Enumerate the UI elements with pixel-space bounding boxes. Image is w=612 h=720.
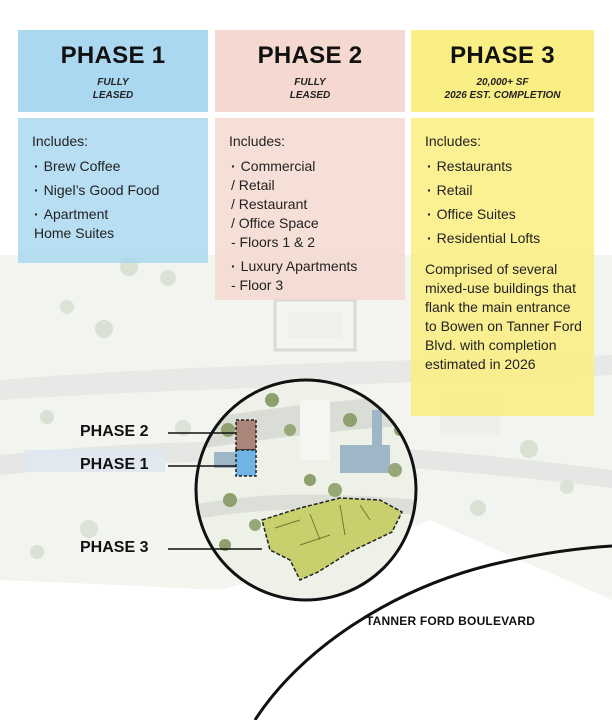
list-item: · Luxury Apartments - Floor 3	[229, 257, 395, 295]
list-item: · Residential Lofts	[425, 229, 584, 248]
list-item: · Retail	[425, 181, 584, 200]
list-item: · Brew Coffee	[32, 157, 198, 176]
phase-1-callout: PHASE 1	[80, 456, 149, 473]
phase-1-title: PHASE 1	[60, 42, 166, 69]
list-item: · Office Suites	[425, 205, 584, 224]
phase-1-building	[236, 450, 256, 476]
phase-1-column	[18, 30, 208, 263]
phase-3-header	[411, 30, 594, 112]
phase-2-items	[229, 157, 395, 295]
phase-3-description: Comprised of several mixed-use buildings that flank the main entrance to Bowen on Tanner Ford Blvd. with completion estimated in 2026	[425, 261, 582, 372]
phase-1-header	[18, 30, 208, 112]
road-label: TANNER FORD BOULEVARD	[366, 614, 536, 628]
phase-2-status: FULLY LEASED	[289, 77, 331, 101]
phase-1-items	[32, 157, 198, 243]
phase-2-title: PHASE 2	[257, 42, 363, 69]
phase-1-status: FULLY LEASED	[92, 77, 134, 101]
phase-1-body	[18, 118, 208, 263]
phase-3-items	[425, 157, 584, 248]
phase-2-body	[215, 118, 405, 300]
phase-2-callout: PHASE 2	[80, 423, 149, 440]
phase-2-includes-label: Includes:	[229, 133, 286, 149]
phase-3-callout: PHASE 3	[80, 539, 149, 556]
phase-3-includes-label: Includes:	[425, 133, 482, 149]
phase-2-header	[215, 30, 405, 112]
phase-3-column	[411, 30, 594, 416]
phase-3-title: PHASE 3	[450, 42, 555, 69]
list-item: · Nigel’s Good Food	[32, 181, 198, 200]
phase-3-status: 20,000+ SF 2026 EST. COMPLETION	[444, 77, 561, 101]
phase-2-building	[236, 420, 256, 450]
list-item: · Apartment Home Suites	[32, 205, 198, 243]
phase-3-body	[411, 118, 594, 416]
list-item: · Commercial / Retail / Restaurant / Office Space - Floors 1 & 2	[229, 157, 395, 252]
list-item: · Restaurants	[425, 157, 584, 176]
phase-1-includes-label: Includes:	[32, 133, 89, 149]
phase-2-column	[215, 30, 405, 300]
